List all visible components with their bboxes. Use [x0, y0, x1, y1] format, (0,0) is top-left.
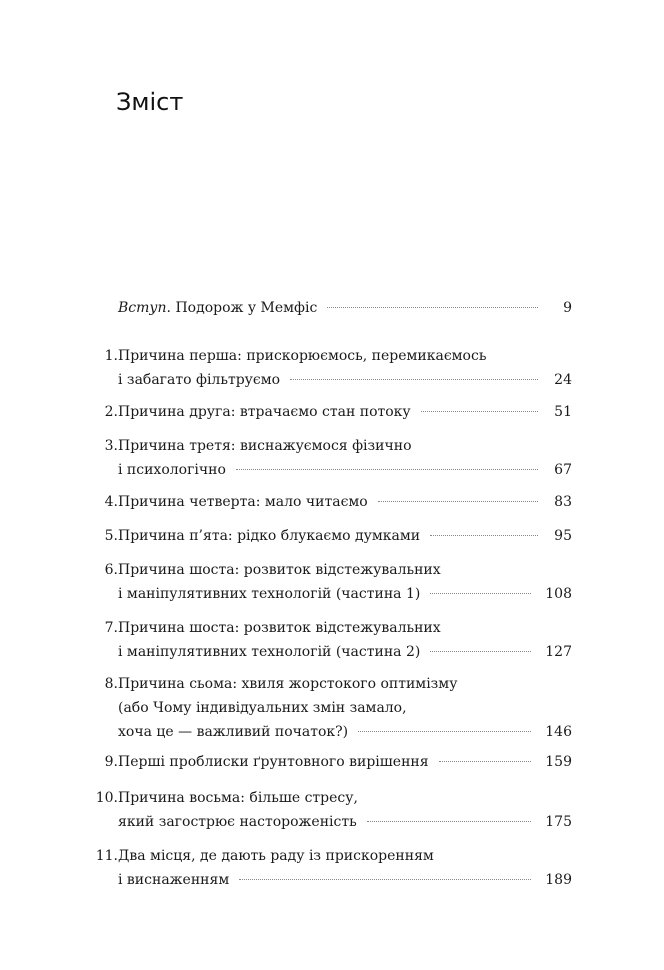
dot-leader [439, 760, 532, 762]
toc-page-number: 67 [554, 462, 572, 478]
toc-title-line: Причина перша: прискорюємось, перемикаємось [118, 348, 487, 364]
toc-line [118, 640, 572, 664]
toc-title-line: Причина сьома: хвиля жорстокого оптимізму [118, 676, 458, 692]
toc-page-number: 189 [545, 872, 572, 888]
toc-page-number: 51 [554, 404, 572, 420]
toc-title-line: Причина третя: виснажуємося фізично [118, 438, 412, 454]
dot-leader [358, 730, 531, 732]
toc-line [118, 720, 572, 744]
dot-leader [236, 468, 538, 470]
toc-line [118, 490, 572, 514]
toc-number: 4. [104, 494, 118, 510]
toc-title-last: Причина п’ята: рідко блукаємо думками [118, 528, 421, 544]
dot-leader [367, 820, 532, 822]
toc-number: 6. [104, 562, 118, 578]
toc-title-last: і виснаженням [118, 872, 230, 888]
toc-number: 8. [104, 676, 118, 692]
toc-page-number: 9 [563, 300, 572, 316]
toc-number: 10. [95, 790, 118, 806]
toc-line [118, 368, 572, 392]
toc-page-number: 146 [545, 724, 572, 740]
toc-line [118, 582, 572, 606]
toc-number: 1. [104, 348, 118, 364]
toc-page-number: 127 [545, 644, 572, 660]
toc-number: 11. [95, 848, 118, 864]
toc-page-number: 83 [554, 494, 572, 510]
toc-title-last: і забагато фільтруємо [118, 372, 281, 388]
toc-title-prefix: Вступ [118, 300, 167, 316]
dot-leader [378, 500, 538, 502]
toc-title-last: Перші проблиски ґрунтовного вирішення [118, 754, 429, 770]
toc-title-line: Причина шоста: розвиток відстежувальних [118, 620, 441, 636]
toc-title-last: хоча це — важливий початок?) [118, 724, 349, 740]
dot-leader [430, 534, 538, 536]
toc-title-line: Причина шоста: розвиток відстежувальних [118, 562, 441, 578]
toc-page-number: 95 [554, 528, 572, 544]
toc-page-number: 175 [545, 814, 572, 830]
dot-leader [421, 410, 538, 412]
toc-title [118, 296, 317, 320]
toc-page-number: 159 [545, 754, 572, 770]
toc-line [118, 750, 572, 774]
toc-line [118, 868, 572, 892]
toc-title-last: який загострює настороженість [118, 814, 357, 830]
toc-page-number: 108 [545, 586, 572, 602]
toc-line [118, 458, 572, 482]
toc-title-line: Причина восьма: більше стресу, [118, 790, 358, 806]
dot-leader [430, 592, 531, 594]
toc-title-last: Причина друга: втрачаємо стан потоку [118, 404, 411, 420]
toc-title-line: (або Чому індивідуальних змін замало, [118, 700, 407, 716]
toc-line [118, 524, 572, 548]
toc-title-last: і маніпулятивних технологій (частина 1) [118, 586, 421, 602]
dot-leader [327, 306, 538, 308]
toc-title-line: Два місця, де дають раду із прискоренням [118, 848, 434, 864]
toc-line [118, 400, 572, 424]
dot-leader [290, 378, 538, 380]
toc-number: 3. [104, 438, 118, 454]
toc-title-last: Причина четверта: мало читаємо [118, 494, 368, 510]
toc-number: 7. [104, 620, 118, 636]
toc-page-number: 24 [554, 372, 572, 388]
toc-line [118, 810, 572, 834]
toc-title-rest: . Подорож у Мемфіс [166, 300, 318, 316]
dot-leader [239, 878, 531, 880]
page-title: Зміст [116, 88, 184, 116]
toc-title-last: і маніпулятивних технологій (частина 2) [118, 644, 421, 660]
toc-number: 2. [104, 404, 118, 420]
toc-number: 5. [104, 528, 118, 544]
dot-leader [430, 650, 531, 652]
toc-line [118, 296, 572, 320]
toc-title-last: і психологічно [118, 462, 226, 478]
toc-number: 9. [104, 754, 118, 770]
